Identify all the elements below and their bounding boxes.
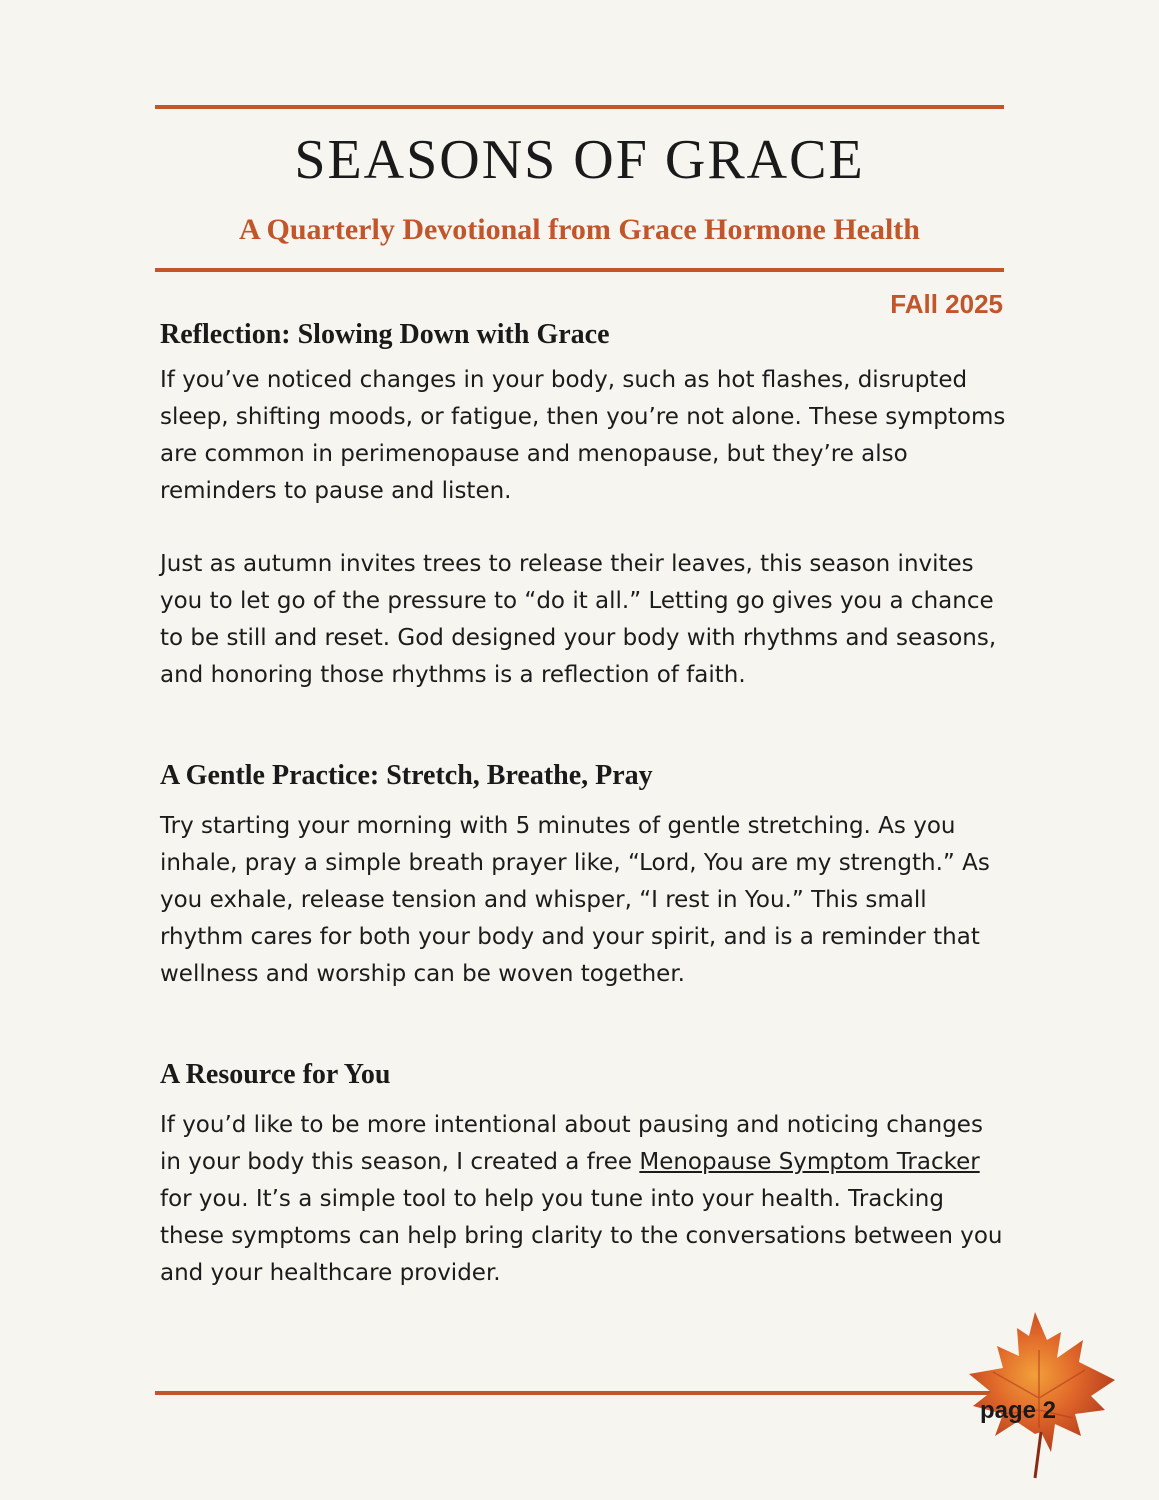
season-label: FAll 2025 [890,289,1003,319]
maple-leaf-icon [965,1310,1125,1480]
resource-text-before: If you’d like to be more intentional about pausing and noticing changes in your body this season, I created a free [160,1112,983,1175]
symptom-tracker-link[interactable]: Menopause Symptom Tracker [639,1149,980,1175]
header-divider [155,268,1004,272]
top-divider [155,105,1004,109]
reflection-paragraph-1: If you’ve noticed changes in your body, such as hot flashes, disrupted sleep, shifting moods, or fatigue, then you’re not alone. These symptoms are common in perimenopause and menopause, but they’re also reminders to pause and listen. [160,367,1006,504]
reflection-paragraph-2: Just as autumn invites trees to release their leaves, this season invites you to let go of the pressure to “do it all.” Letting go gives you a chance to be still and reset. God designed your body with rhythms and seasons, and honoring those rhythms is a reflection of faith. [160,551,997,688]
resource-heading: A Resource for You [160,1059,391,1090]
newsletter-title: SEASONS OF GRACE [294,129,865,191]
page-number: page 2 [980,1397,1057,1424]
practice-paragraph: Try starting your morning with 5 minutes of gentle stretching. As you inhale, pray a simple breath prayer like, “Lord, You are my strength.” As you exhale, release tension and whisper, “I rest in You.” This small rhythm cares for both your body and your spirit, and is a reminder that wellness and worship can be woven together. [160,813,990,987]
footer-divider [155,1391,1004,1395]
resource-paragraph [160,1107,1010,1292]
practice-heading: A Gentle Practice: Stretch, Breathe, Pray [160,760,653,791]
resource-text-after: for you. It’s a simple tool to help you tune into your health. Tracking these symptoms can help bring clarity to the conversations between you and your healthcare provider. [160,1186,1003,1286]
newsletter-subtitle: A Quarterly Devotional from Grace Hormone Health [239,213,920,246]
reflection-heading: Reflection: Slowing Down with Grace [160,319,610,350]
